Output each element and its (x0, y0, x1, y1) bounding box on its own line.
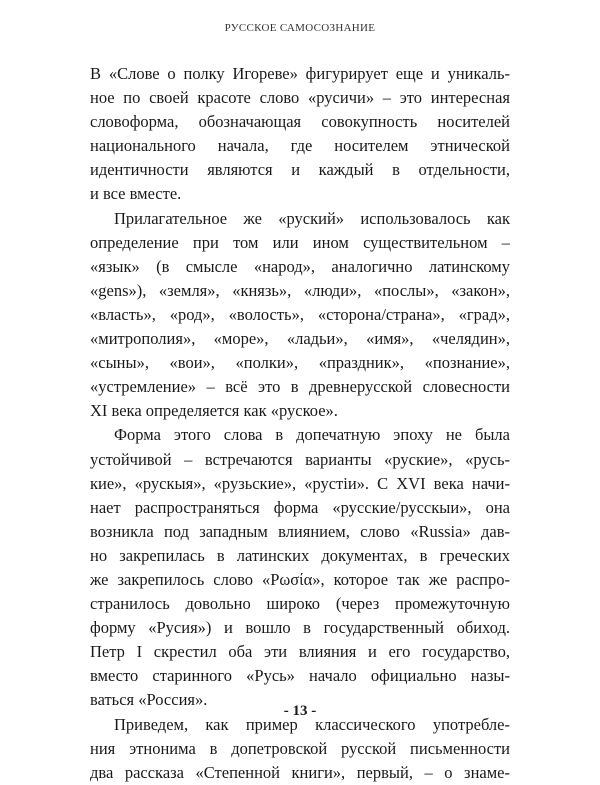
text-line: но закрепилась в латинских документах, в греческих (90, 545, 510, 565)
text-line: «митрополия», «море», «ладьи», «имя», «челядин», (90, 329, 510, 349)
text-line: национального начала, где носителем этнической (90, 136, 510, 156)
text-line: «язык» (в смысле «народ», аналогично латинскому (90, 256, 510, 276)
text-line: странилось довольно широко (через промежуточную (90, 594, 510, 614)
text-line: возникла под западным влиянием, слово «Russia» дав- (90, 521, 510, 541)
text-line: Прилагательное же «руский» использовалось как (114, 208, 510, 228)
text-line: ное по своей красоте слово «русичи» – это интересная (90, 88, 510, 108)
running-head: РУССКОЕ САМОСОЗНАНИЕ (224, 22, 376, 34)
text-line: устойчивой – встречаются варианты «руские», «русь- (90, 449, 510, 469)
text-line: Петр I скрестил оба эти влияния и его государство, (90, 642, 510, 662)
text-line: В «Слове о полку Игореве» фигурирует еще и уникаль- (90, 64, 510, 83)
text-line: «устремление» – всё это в древнерусской словесности (90, 377, 510, 397)
text-line: XI века определяется как «руское». (90, 401, 338, 421)
text-line: и все вместе. (90, 184, 182, 204)
text-line: «gens»), «земля», «князь», «люди», «послы», «закон», (90, 280, 510, 300)
text-line: словоформа, обозначающая совокупность носителей (90, 112, 510, 132)
text-line: «власть», «род», «волость», «сторона/страна», «град», (90, 304, 510, 324)
text-line: Форма этого слова в допечатную эпоху не была (114, 425, 510, 445)
text-line: «сыны», «вои», «полки», «праздник», «познание», (90, 353, 510, 373)
text-line: Приведем, как пример классического употребле- (114, 714, 510, 734)
text-line: ваться «Россия». (90, 690, 208, 710)
page-number: - 13 - (283, 703, 317, 719)
text-line: два рассказа «Степенной книги», первый, – о знаме- (90, 762, 510, 782)
text-line: форму «Русия») и вошло в государственный обиход. (90, 618, 510, 638)
body-text (90, 62, 510, 785)
text-line: вместо старинного «Русь» начало официально назы- (90, 666, 510, 686)
text-line: идентичности являются и каждый в отдельности, (90, 160, 510, 180)
text-line: нает распространяться форма «русские/русскыи», она (90, 497, 510, 517)
text-line: определение при том или ином существительном – (90, 232, 510, 252)
text-line: же закрепилось слово «Ρωσία», которое так же распро- (90, 569, 510, 589)
text-line: ния этнонима в допетровской русской письменности (90, 738, 510, 758)
text-line: кие», «рускыя», «рузьские», «рустіи». С XVI века начи- (90, 473, 510, 493)
